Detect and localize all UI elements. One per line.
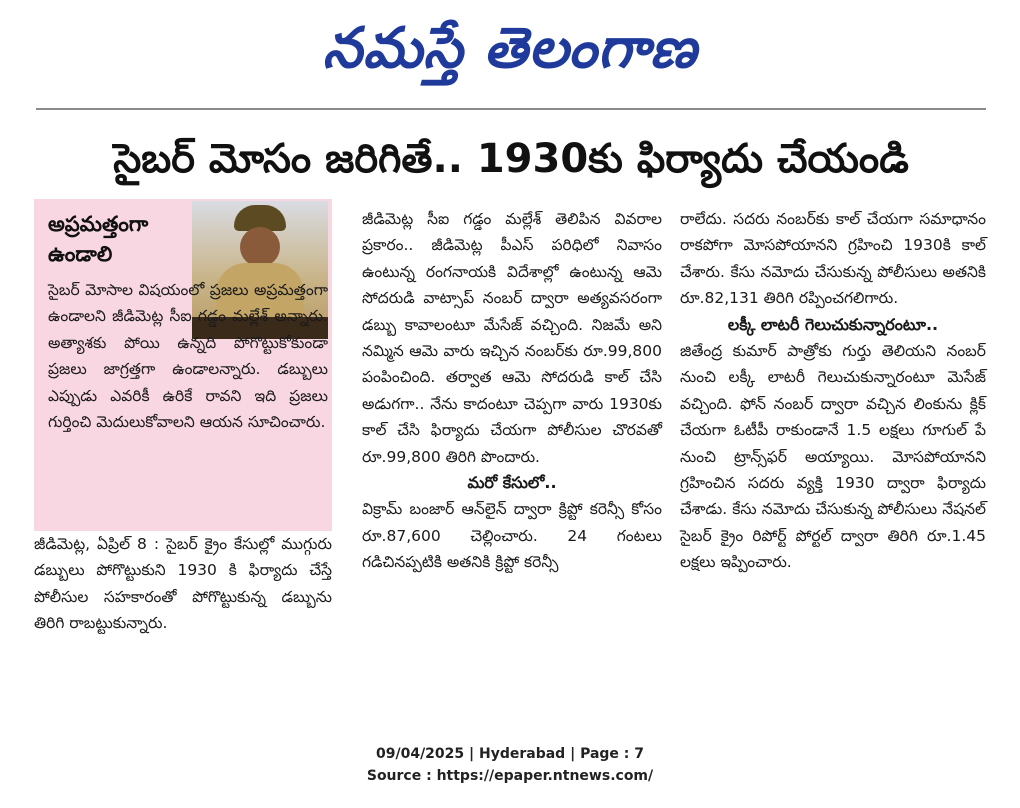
- column-2-paragraph: జీడిమెట్ల సీఐ గడ్డం మల్లేశ్ తెలిపిన వివరాల ప్రకారం.. జీడిమెట్ల పీఎస్ పరిధిలో నివాసం ఉంటున్న రంగనాయకి విదేశాల్లో ఉంటున్న ఆమె సోదరుడి వాట్సాప్ నంబర్ ద్వారా అత్యవసరంగా డబ్బు కావాలంటూ మేసేజ్ వచ్చింది. నిజమే అని నమ్మిన ఆమె వారు ఇచ్చిన నంబర్‌కు రూ.99,800 పంపించింది. తర్వాత ఆమె సోదరుడి కాల్ చేసి అడుగగా.. నేను కాదంటూ చెప్పగా వారు 1930కు కాల్ చేసి ఫిర్యాదు చేయగా పోలీసుల చొరవతో రూ.99,800 తిరిగి పొందారు.: [362, 210, 662, 466]
- footer-source: Source : https://epaper.ntnews.com/: [366, 768, 654, 784]
- column-2-subheading: మరో కేసులో..: [467, 473, 557, 493]
- column-1-paragraph: జీడిమెట్ల, ఏప్రిల్ 8 : సైబర్ క్రైం కేసుల్లో ముగ్గురు డబ్బులు పోగొట్టుకుని 1930 కి ఫిర్యాదు చేస్తే పోలీసుల సహకారంతో పోగొట్టుకున్న డబ్బును తిరిగి రాబట్టుకున్నారు.: [34, 535, 332, 633]
- column-2: [362, 206, 662, 576]
- box-title: అప్రమత్తంగా ఉండాలి: [48, 212, 149, 266]
- highlight-box: [34, 199, 332, 531]
- column-3-subheading: లక్కీ లాటరీ గెలుచుకున్నారంటూ..: [727, 314, 939, 334]
- masthead-divider: [36, 108, 986, 110]
- column-3-paragraph-2: జితేంద్ర కుమార్ పాత్రోకు గుర్తు తెలియని నంబర్ నుంచి లక్కీ లాటరీ గెలుచుకున్నారంటూ మెసేజ్ వచ్చింది. ఫోన్ నంబర్ ద్వారా వచ్చిన లింకును క్లిక్ చేయగా ఓటీపీ రాకుండానే 1.5 లక్షలు గూగుల్ పే నుంచి ట్రాన్స్‌ఫర్ అయ్యాయి. మోసపోయానని గ్రహించిన సదరు వ్యక్తి 1930 ద్వారా ఫిర్యాదు చేశాడు. కేసు నమోదు చేసుకున్న పోలీసులు నేషనల్ సైబర్ క్రైం రిపోర్ట్ పోర్టల్ ద్వారా తిరిగి రూ.1.45 లక్షలు ఇప్పించారు.: [680, 342, 986, 572]
- box-paragraph: సైబర్ మోసాల విషయంలో ప్రజలు అప్రమత్తంగా ఉండాలని జీడిమెట్ల సీఐ గడ్డం మల్లేశ్ అన్నారు. అత్యాశకు పోయి ఉన్నది పోగొట్టుకోకుండా ప్రజలు జాగ్రత్తగా ఉండాలన్నారు. డబ్బులు ఎప్పుడు ఎవరికీ ఉరికే రావని ఇది ప్రజలు గుర్తించి మెదులుకోవాలని ఆయన సూచించారు.: [48, 281, 328, 432]
- box-text: [48, 277, 328, 435]
- column-3: [680, 206, 986, 576]
- column-2-paragraph-2: విక్రామ్ బంజార్ ఆన్‌లైన్ ద్వారా క్రిప్టో కరెన్సీ కోసం రూ.87,600 చెల్లించారు. 24 గంటలు గడిచినప్పటికి అతనికి క్రిప్టో కరెన్సీ: [362, 500, 662, 572]
- footer-date-location: 09/04/2025 | Hyderabad | Page : 7: [375, 746, 645, 762]
- article-headline: సైబర్ మోసం జరిగితే.. 1930కు ఫిర్యాదు చేయండి: [113, 136, 909, 182]
- column-1: [34, 199, 332, 637]
- masthead-title: నమస్తే తెలంగాణ: [322, 15, 698, 81]
- column-3-paragraph: రాలేదు. సదరు నంబర్‌కు కాల్ చేయగా సమాధానం రాకపోగా మోసపోయానని గ్రహించి 1930కి కాల్ చేశారు. కేసు నమోదు చేసుకున్న పోలీసులు అతనికి రూ.82,131 తిరిగి రప్పించగలిగారు.: [680, 210, 986, 308]
